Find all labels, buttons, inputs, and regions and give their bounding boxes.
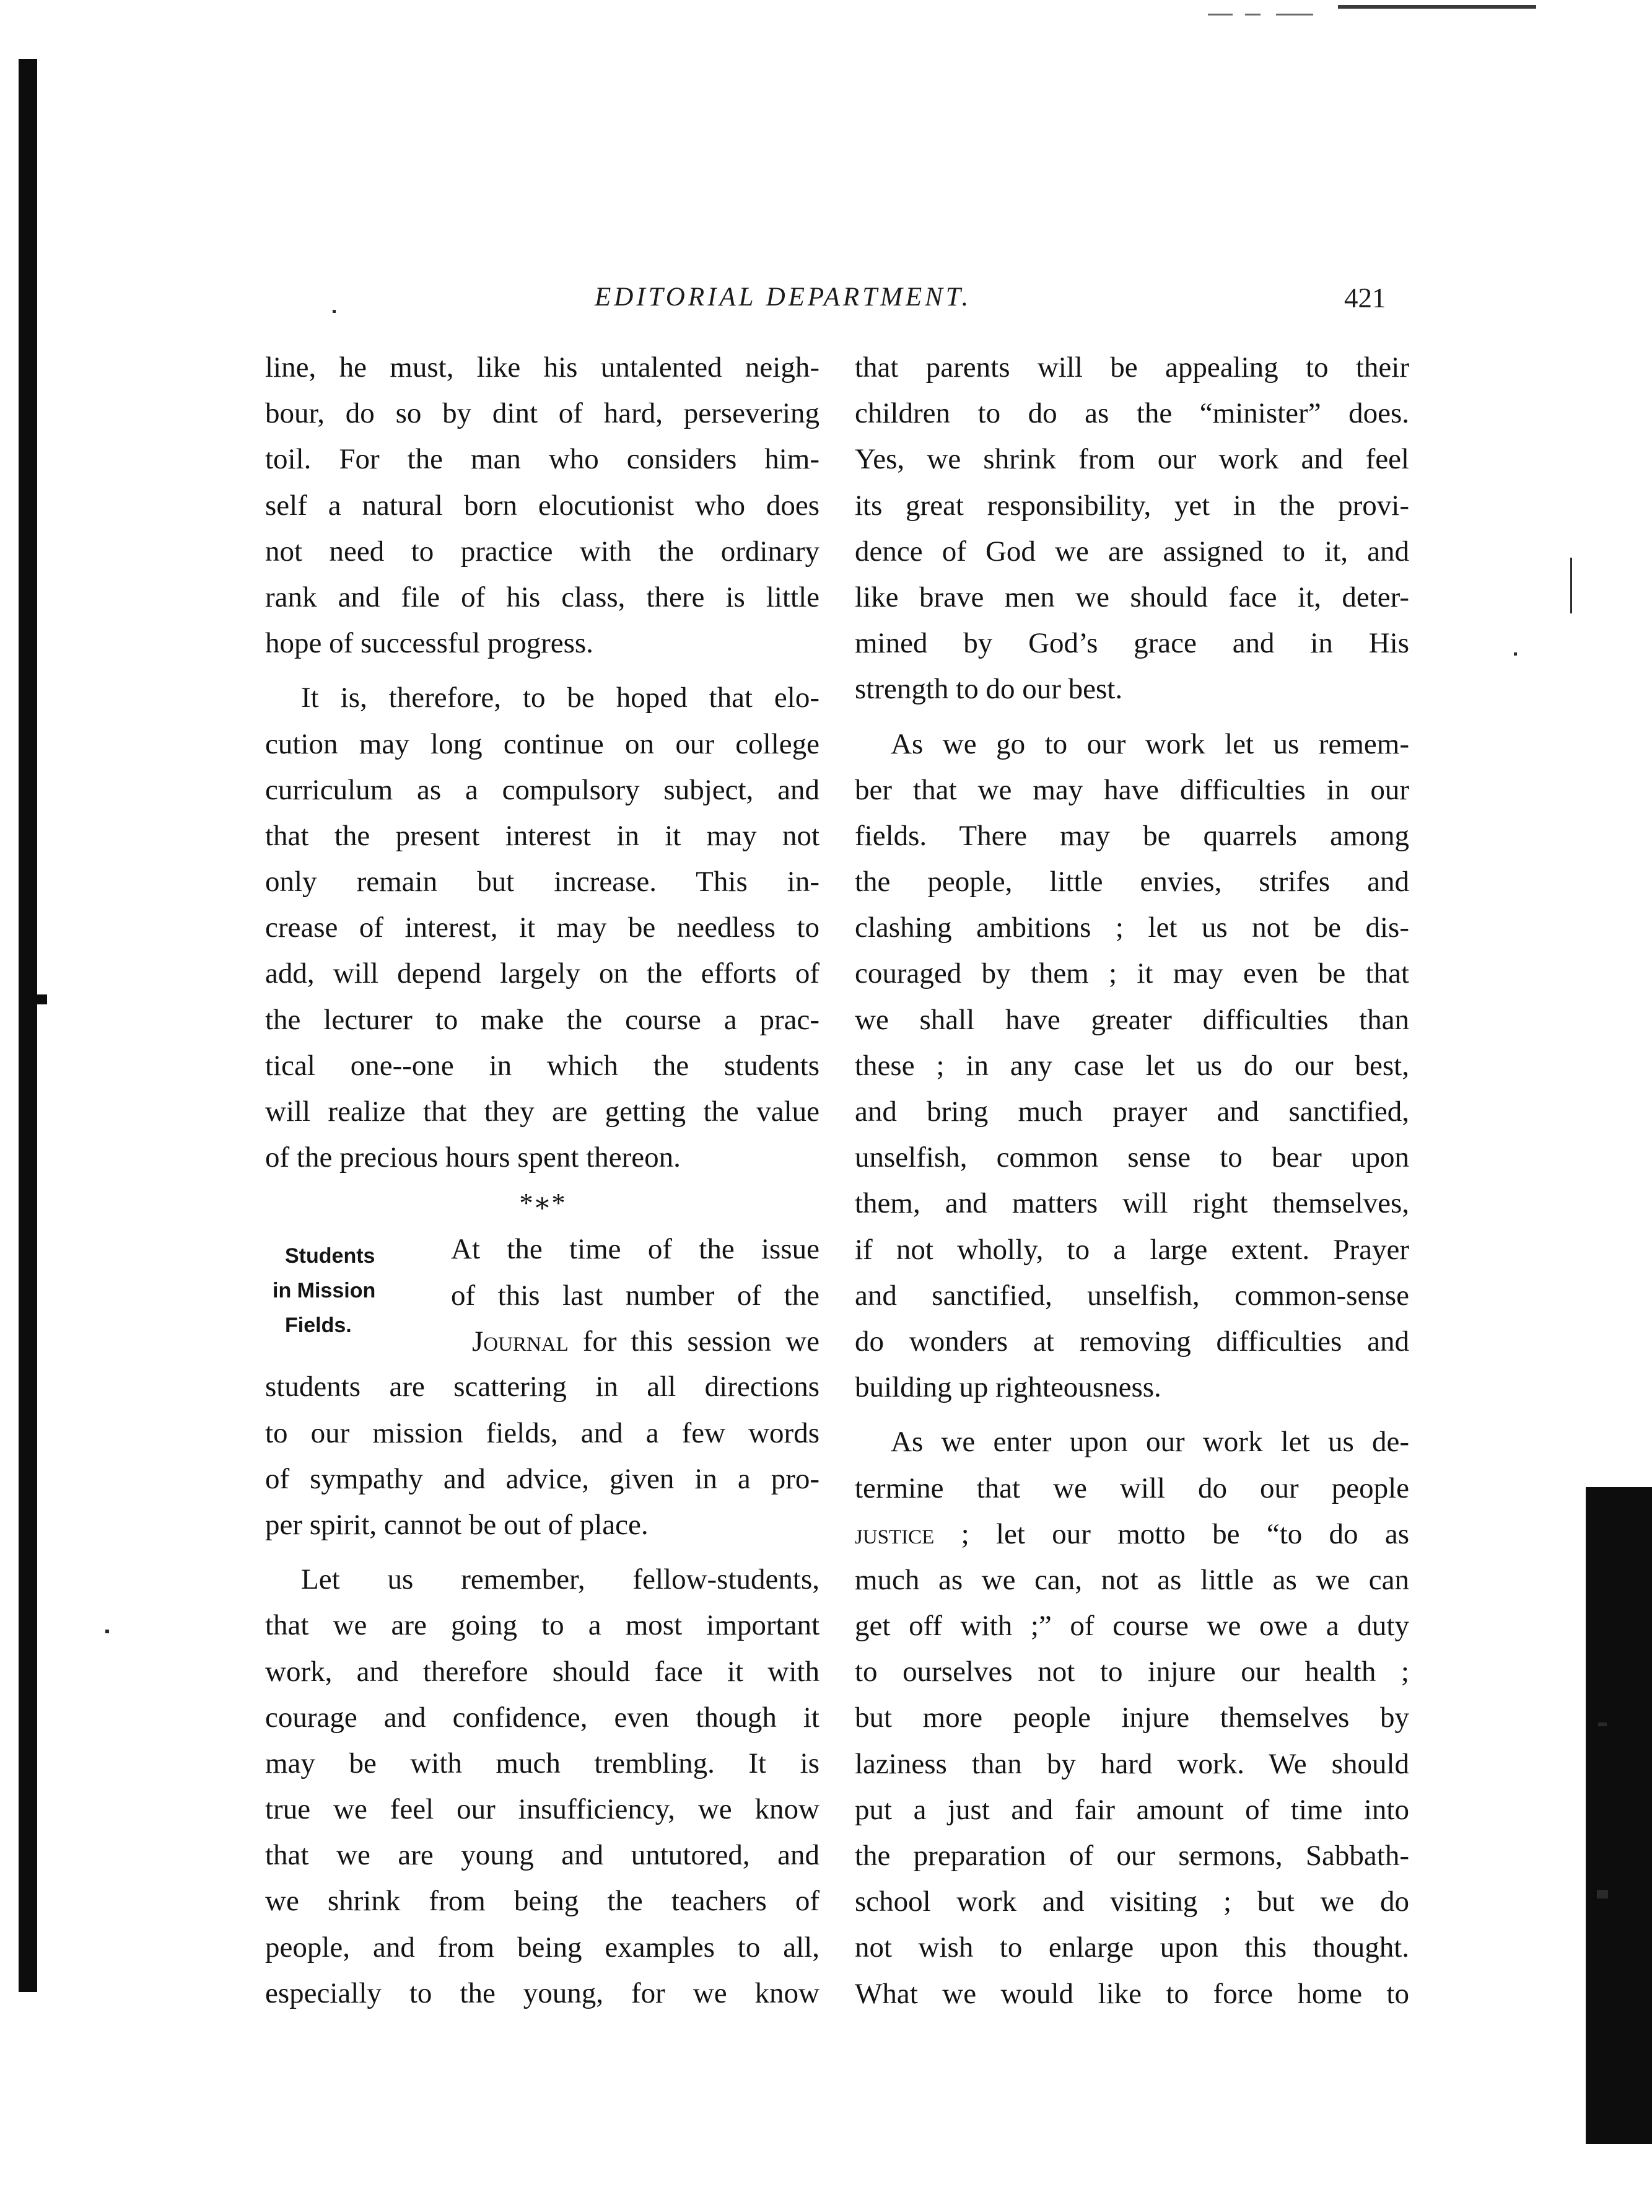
text-fragment: ; let our motto be “to do as bbox=[961, 1517, 1409, 1550]
right-column bbox=[855, 345, 1409, 2017]
sidehead-line: in Mission bbox=[273, 1279, 376, 1303]
text-line: Yes, we shrink from our work and feel bbox=[855, 443, 1409, 476]
text-line: mined by God’s grace and in His bbox=[855, 627, 1409, 660]
text-line: cution may long continue on our college bbox=[265, 727, 819, 760]
text-line: the preparation of our sermons, Sabbath- bbox=[855, 1840, 1409, 1872]
text-line: As we go to our work let us remem- bbox=[891, 727, 1409, 760]
text-line: the people, little envies, strifes and bbox=[855, 866, 1409, 898]
text-line: that we are young and untutored, and bbox=[265, 1839, 819, 1872]
text-line: to our mission fields, and a few words bbox=[265, 1416, 819, 1449]
section-separator: *∗* bbox=[519, 1188, 566, 1219]
text-line: curriculum as a compulsory subject, and bbox=[265, 773, 819, 806]
text-line: will realize that they are getting the value bbox=[265, 1095, 819, 1128]
paragraph bbox=[265, 345, 819, 666]
scan-speck bbox=[105, 1630, 109, 1633]
text-line: per spirit, cannot be out of place. bbox=[265, 1508, 649, 1541]
text-line: that we are going to a most important bbox=[265, 1609, 819, 1642]
text-line: bour, do so by dint of hard, persevering bbox=[265, 397, 819, 430]
text-line: termine that we will do our people bbox=[855, 1472, 1409, 1504]
scan-dash-top bbox=[1276, 14, 1313, 15]
text-line: get off with ;” of course we owe a duty bbox=[855, 1610, 1409, 1643]
text-line: not wish to enlarge upon this thought. bbox=[855, 1931, 1409, 1964]
paragraph bbox=[855, 721, 1409, 1411]
text-line: that the present interest in it may not bbox=[265, 819, 819, 852]
text-line: hope of successful progress. bbox=[265, 627, 593, 660]
sidehead-line: Students bbox=[285, 1244, 375, 1268]
text-line: to ourselves not to injure our health ; bbox=[855, 1656, 1409, 1688]
text-line: tical one--one in which the students bbox=[265, 1049, 819, 1082]
text-line: add, will depend largely on the efforts of bbox=[265, 957, 819, 990]
text-line: toil. For the man who considers him- bbox=[265, 443, 819, 476]
scan-dash-top bbox=[1245, 14, 1261, 15]
text-line: work, and therefore should face it with bbox=[265, 1655, 819, 1688]
scan-dash-top bbox=[1208, 14, 1233, 15]
text-line: rank and file of his class, there is little bbox=[265, 581, 819, 613]
left-column bbox=[265, 345, 819, 2016]
text-line: As we enter upon our work let us de- bbox=[891, 1426, 1409, 1459]
text-line: clashing ambitions ; let us not be dis- bbox=[855, 911, 1409, 944]
section-start bbox=[265, 1226, 819, 1364]
text-line: these ; in any case let us do our best, bbox=[855, 1049, 1409, 1082]
text-line: may be with much trembling. It is bbox=[265, 1747, 819, 1780]
text-line: only remain but increase. This in- bbox=[265, 866, 819, 898]
text-line: especially to the young, for we know bbox=[265, 1977, 819, 2009]
paragraph bbox=[855, 1419, 1409, 2016]
text-line: strength to do our best. bbox=[855, 673, 1123, 706]
text-line: and sanctified, unselfish, common-sense bbox=[855, 1279, 1409, 1312]
text-line: What we would like to force home to bbox=[855, 1977, 1409, 2010]
text-line bbox=[855, 1511, 1409, 1557]
text-line: we shrink from being the teachers of bbox=[265, 1885, 819, 1918]
text-line: the lecturer to make the course a prac- bbox=[265, 1003, 819, 1036]
journal-name: Journal bbox=[472, 1325, 569, 1358]
text-line: dence of God we are assigned to it, and bbox=[855, 535, 1409, 568]
text-line: its great responsibility, yet in the provi- bbox=[855, 489, 1409, 522]
paragraph bbox=[265, 1364, 819, 1548]
paragraph bbox=[265, 1556, 819, 2016]
text-line: self a natural born elocutionist who does bbox=[265, 489, 819, 522]
text-line: not need to practice with the ordinary bbox=[265, 535, 819, 568]
text-line: if not wholly, to a large extent. Prayer bbox=[855, 1233, 1409, 1266]
text-line: Let us remember, fellow-students, bbox=[301, 1563, 819, 1596]
text-line: put a just and fair amount of time into bbox=[855, 1793, 1409, 1826]
text-fragment: for this session we bbox=[582, 1325, 820, 1358]
paragraph bbox=[855, 345, 1409, 713]
section-sidehead bbox=[273, 1226, 434, 1343]
text-line: At the time of the issue bbox=[451, 1233, 819, 1266]
scan-tick-left bbox=[37, 994, 47, 1004]
text-line: and bring much prayer and sanctified, bbox=[855, 1095, 1409, 1128]
text-line: line, he must, like his untalented neigh- bbox=[265, 351, 819, 384]
text-line: like brave men we should face it, deter- bbox=[855, 581, 1409, 613]
scan-speck bbox=[333, 310, 336, 313]
text-line: children to do as the “minister” does. bbox=[855, 397, 1409, 430]
text-line: unselfish, common sense to bear upon bbox=[855, 1141, 1409, 1174]
text-line: crease of interest, it may be needless to bbox=[265, 911, 819, 944]
text-line: of sympathy and advice, given in a pro- bbox=[265, 1462, 819, 1495]
section-opening-text bbox=[451, 1226, 819, 1364]
text-line: much as we can, not as little as we can bbox=[855, 1563, 1409, 1596]
scan-speck bbox=[1514, 652, 1517, 656]
sidehead-line: Fields. bbox=[285, 1314, 352, 1338]
text-line: couraged by them ; it may even be that bbox=[855, 957, 1409, 990]
text-line: we shall have greater difficulties than bbox=[855, 1003, 1409, 1036]
paragraph bbox=[265, 675, 819, 1180]
text-line: It is, therefore, to be hoped that elo- bbox=[301, 682, 819, 714]
text-line: of the precious hours spent thereon. bbox=[265, 1141, 681, 1174]
scan-speck bbox=[1570, 558, 1572, 613]
text-line: ber that we may have difficulties in our bbox=[855, 773, 1409, 806]
text-line bbox=[451, 1319, 819, 1364]
scan-edge-top bbox=[1338, 5, 1536, 9]
running-head: EDITORIAL DEPARTMENT. bbox=[595, 283, 972, 312]
scan-edge-right bbox=[1586, 1487, 1652, 2144]
page-number: 421 bbox=[1344, 283, 1386, 314]
scan-speck bbox=[1597, 1890, 1608, 1898]
text-line: fields. There may be quarrels among bbox=[855, 819, 1409, 852]
scan-speck bbox=[1598, 1723, 1607, 1726]
text-line: that parents will be appealing to their bbox=[855, 351, 1409, 384]
text-line: school work and visiting ; but we do bbox=[855, 1885, 1409, 1918]
text-line: laziness than by hard work. We should bbox=[855, 1747, 1409, 1780]
text-line: courage and confidence, even though it bbox=[265, 1701, 819, 1734]
text-line: people, and from being examples to all, bbox=[265, 1931, 819, 1964]
emphasis-word: justice bbox=[855, 1517, 935, 1550]
scan-edge-left bbox=[19, 59, 37, 1992]
text-line: of this last number of the bbox=[451, 1279, 819, 1312]
text-line: them, and matters will right themselves, bbox=[855, 1187, 1409, 1220]
text-line: students are scattering in all directions bbox=[265, 1371, 819, 1403]
text-line: do wonders at removing difficulties and bbox=[855, 1325, 1409, 1358]
text-line: true we feel our insufficiency, we know bbox=[265, 1793, 819, 1826]
text-line: but more people injure themselves by bbox=[855, 1701, 1409, 1734]
text-line: building up righteousness. bbox=[855, 1371, 1161, 1404]
